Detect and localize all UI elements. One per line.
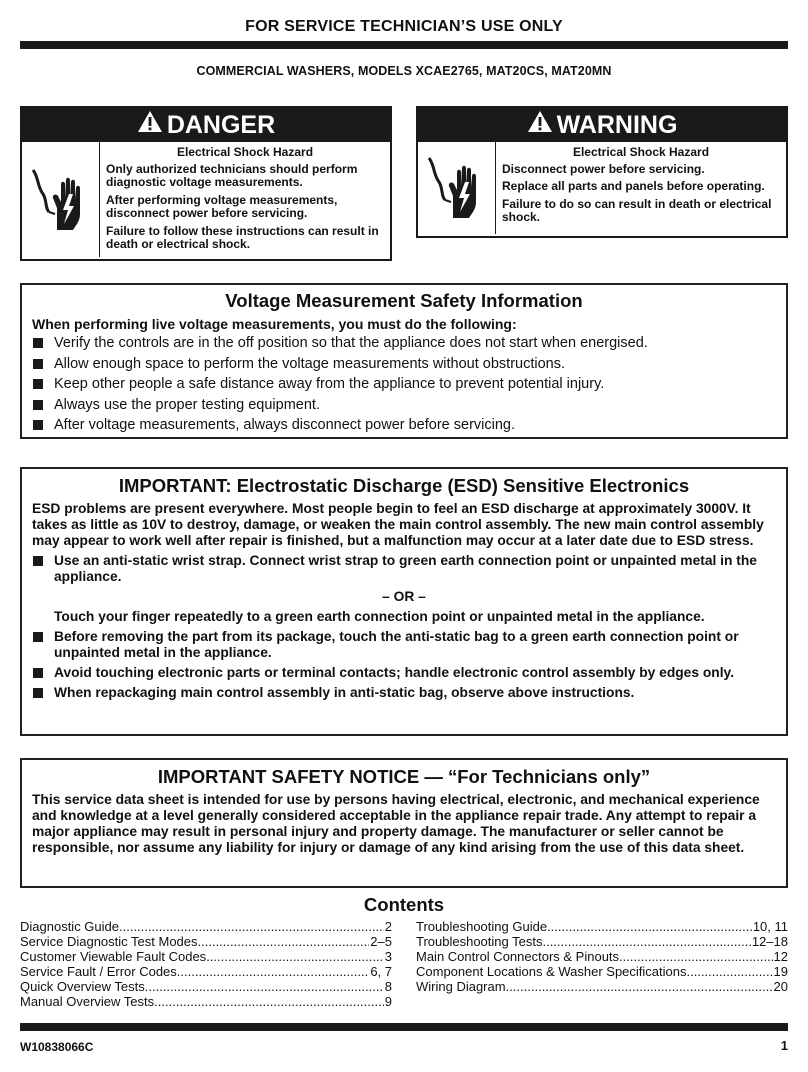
toc-entry[interactable]: Main Control Connectors & Pinouts ..... 12 — [416, 949, 788, 964]
toc-entry[interactable]: Diagnostic Guide ..... 2 — [20, 919, 392, 934]
warning-line: Replace all parts and panels before operating. — [502, 179, 765, 193]
warning-bar — [418, 108, 786, 142]
toc-right-column — [416, 919, 788, 994]
models-heading: COMMERCIAL WASHERS, MODELS XCAE2765, MAT20CS, MAT20MN — [196, 64, 612, 78]
square-bullet-icon — [33, 420, 43, 430]
voltage-safety-section — [20, 283, 788, 439]
toc-entry[interactable]: Troubleshooting Tests ..... 12–18 — [416, 934, 788, 949]
list-item: Allow enough space to perform the voltage measurements without obstructions. — [32, 354, 776, 375]
toc-entry[interactable]: Service Fault / Error Codes ..... 6, 7 — [20, 964, 392, 979]
toc-entry[interactable]: Quick Overview Tests ..... 8 — [20, 979, 392, 994]
warning-line: Disconnect power before servicing. — [502, 161, 705, 176]
toc-entry[interactable]: Wiring Diagram ..... 20 — [416, 979, 788, 994]
esd-section — [20, 467, 788, 736]
toc-entry[interactable]: Manual Overview Tests ..... 9 — [20, 994, 392, 1009]
square-bullet-icon — [33, 668, 43, 678]
voltage-intro: When performing live voltage measurements, you must do the following: — [32, 316, 517, 332]
toc-entry[interactable]: Customer Viewable Fault Codes ..... 3 — [20, 949, 392, 964]
page-number: 1 — [780, 1038, 788, 1053]
square-bullet-icon — [33, 338, 43, 348]
danger-bar — [22, 108, 390, 142]
square-bullet-icon — [33, 400, 43, 410]
toc-left-column — [20, 919, 392, 1009]
danger-subtitle: Electrical Shock Hazard — [176, 145, 314, 159]
warning-subtitle: Electrical Shock Hazard — [572, 145, 710, 159]
list-item: After voltage measurements, always disconnect power before servicing. — [32, 415, 776, 436]
square-bullet-icon — [33, 379, 43, 389]
contents-title: Contents — [363, 894, 445, 915]
list-item: Avoid touching electronic parts or terminal contacts; handle electronic control assembly by edges only. — [32, 665, 776, 681]
list-item: When repackaging main control assembly in anti-static bag, observe above instructions. — [32, 685, 776, 701]
header-rule — [20, 41, 788, 49]
esd-list — [32, 553, 776, 585]
square-bullet-icon — [33, 632, 43, 642]
safety-notice-section — [20, 758, 788, 888]
esd-list-2 — [32, 629, 776, 701]
warning-triangle-icon — [527, 110, 553, 140]
list-item: Verify the controls are in the off position so that the appliance does not start when energised. — [32, 333, 776, 354]
esd-intro: ESD problems are present everywhere. Most people begin to feel an ESD discharge at approximately 3000V. It takes as little as 10V to destroy, damage, or weaken the main control assembly. The new main control assembly may appear to work well after repair is finished, but a malfunction may occur at a later date due to ESD stress. — [32, 501, 764, 548]
warning-line: Failure to do so can result in death or electrical shock. — [502, 196, 772, 224]
danger-label: DANGER — [166, 110, 276, 139]
list-item: Keep other people a safe distance away from the appliance to prevent potential injury. — [32, 374, 776, 395]
page-header-title: FOR SERVICE TECHNICIAN’S USE ONLY — [245, 18, 563, 35]
warning-triangle-icon — [137, 110, 163, 140]
voltage-list — [32, 333, 776, 436]
footer-rule — [20, 1023, 788, 1031]
list-item: Before removing the part from its package, touch the anti-static bag to a green earth connection point or unpainted metal in the appliance. — [32, 629, 776, 661]
voltage-title: Voltage Measurement Safety Information — [225, 290, 583, 311]
esd-touch: Touch your finger repeatedly to a green earth connection point or unpainted metal in the appliance. — [54, 609, 705, 624]
esd-or: – OR – — [382, 589, 426, 604]
square-bullet-icon — [33, 556, 43, 566]
list-item: Use an anti-static wrist strap. Connect wrist strap to green earth connection point or unpainted metal in the appliance. — [32, 553, 776, 585]
electrical-shock-hand-icon — [418, 142, 496, 234]
esd-title: IMPORTANT: Electrostatic Discharge (ESD) Sensitive Electronics — [118, 475, 690, 496]
electrical-shock-hand-icon — [22, 142, 100, 257]
danger-line: Failure to follow these instructions can result in death or electrical shock. — [106, 223, 379, 251]
toc-entry[interactable]: Troubleshooting Guide ..... 10, 11 — [416, 919, 788, 934]
danger-panel — [20, 106, 392, 261]
document-code: W10838066C — [20, 1040, 94, 1054]
toc-entry[interactable]: Service Diagnostic Test Modes ..... 2–5 — [20, 934, 392, 949]
notice-title: IMPORTANT SAFETY NOTICE — “For Technicians only” — [157, 766, 651, 787]
list-item: Always use the proper testing equipment. — [32, 395, 776, 416]
warning-panel — [416, 106, 788, 238]
square-bullet-icon — [33, 688, 43, 698]
toc-entry[interactable]: Component Locations & Washer Specifications ..... 19 — [416, 964, 788, 979]
warning-label: WARNING — [556, 110, 678, 139]
notice-text: This service data sheet is intended for use by persons having electrical, electronic, and mechanical experience and knowledge at a level generally considered acceptable in the appliance repair trade. Any attempt to repair a major appliance may result in personal injury and property damage. The manufacturer or seller cannot be responsible, nor assume any liability for injury or damage of any kind arising from the use of this data sheet. — [32, 792, 760, 855]
square-bullet-icon — [33, 359, 43, 369]
danger-line: Only authorized technicians should perform diagnostic voltage measurements. — [106, 161, 358, 189]
danger-line: After performing voltage measurements, disconnect power before servicing. — [106, 192, 338, 220]
